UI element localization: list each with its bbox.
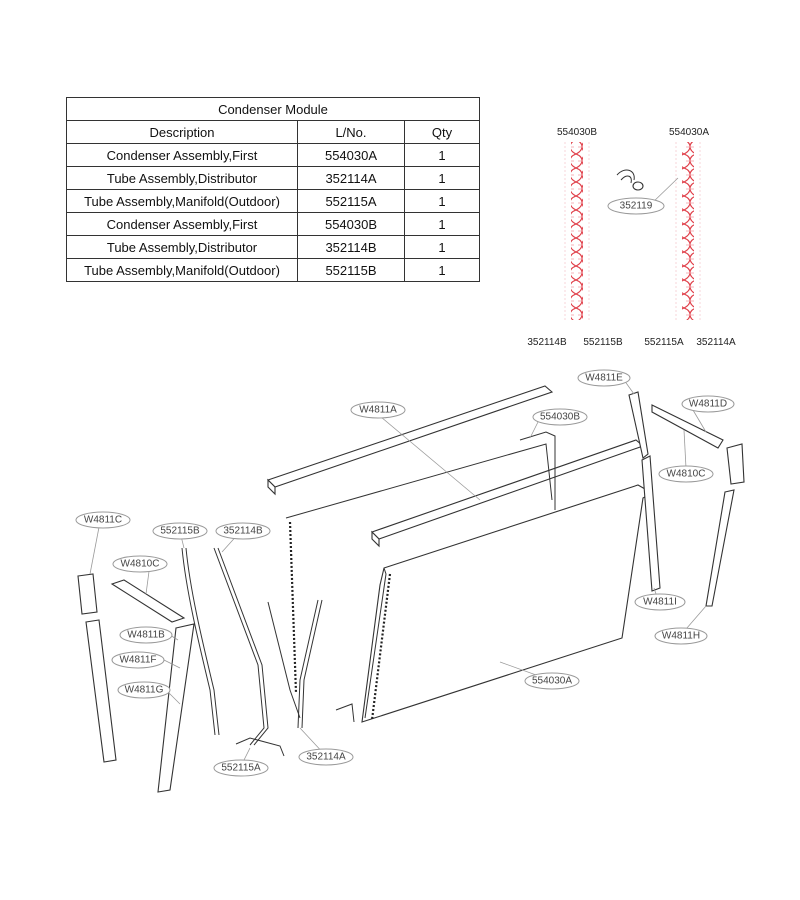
bracket-w4810c [112, 580, 184, 622]
row-qty: 1 [405, 213, 480, 236]
callout-w4811h [655, 628, 707, 644]
post-w4811g [158, 624, 194, 792]
row-description: Condenser Assembly,First [67, 144, 298, 167]
callout-w4810c-right [659, 466, 713, 482]
cap-w4811d [727, 444, 744, 484]
callout-text: W4810C [120, 558, 160, 570]
header-qty: Qty [405, 121, 480, 144]
post-w4811i [642, 456, 660, 591]
callout-text: 554030B [539, 411, 581, 423]
callout-text: W4811F [119, 654, 157, 666]
post-w4811c [78, 574, 97, 614]
callout-w4811f [112, 652, 164, 668]
detail-label-554030a: 554030A [668, 127, 710, 138]
row-description: Tube Assembly,Distributor [67, 167, 298, 190]
callout-text: W4811I [643, 596, 677, 608]
callout-text: W4811H [661, 630, 701, 642]
callout-text: 552115B [160, 525, 200, 537]
callout-w4811d [682, 396, 734, 412]
callout-352114b [216, 523, 270, 539]
row-description: Tube Assembly,Manifold(Outdoor) [67, 190, 298, 213]
callout-text: W4810C [666, 468, 706, 480]
callout-text: W4811A [359, 404, 397, 416]
row-description: Tube Assembly,Distributor [67, 236, 298, 259]
coil-a-red [682, 142, 694, 320]
post-w4811f [86, 620, 116, 762]
post-w4811h [706, 490, 734, 606]
row-qty: 1 [405, 236, 480, 259]
callout-w4811g [118, 682, 170, 698]
header-description: Description [67, 121, 298, 144]
callout-w4811c [76, 512, 130, 528]
detail-bottom-352114a: 352114A [696, 337, 736, 348]
callout-text: W4811D [688, 398, 728, 410]
callout-554030b [533, 409, 587, 425]
row-description: Condenser Assembly,First [67, 213, 298, 236]
callout-text: W4811C [83, 514, 123, 526]
callout-552115b [153, 523, 207, 539]
row-lno: 552115A [298, 190, 405, 213]
callout-text: 554030A [531, 675, 573, 687]
row-qty: 1 [405, 167, 480, 190]
detail-bottom-552115b: 552115B [583, 337, 623, 348]
row-lno: 552115B [298, 259, 405, 282]
rail-w4811a [268, 386, 552, 487]
return-bend-352119 [617, 170, 643, 190]
row-description: Tube Assembly,Manifold(Outdoor) [67, 259, 298, 282]
table-title: Condenser Module [67, 98, 480, 121]
callout-w4811a [351, 402, 405, 418]
callout-w4811e [578, 370, 630, 386]
callout-text: W4811B [127, 629, 165, 641]
callout-w4811i [635, 594, 685, 610]
callout-text: 352119 [619, 200, 653, 212]
callout-text: 352114A [306, 751, 346, 763]
callout-text: W4811E [585, 372, 623, 384]
callout-text: 352114B [223, 525, 263, 537]
exploded-parts [78, 386, 744, 792]
detail-bottom-352114b: 352114B [527, 337, 567, 348]
row-qty: 1 [405, 144, 480, 167]
callout-w4810c-left [113, 556, 167, 572]
callout-text: W4811G [124, 684, 164, 696]
callout-554030a [525, 673, 579, 689]
row-lno: 352114A [298, 167, 405, 190]
callout-552115a [214, 760, 268, 776]
callout-352114a [299, 749, 353, 765]
detail-bottom-552115a: 552115A [644, 337, 684, 348]
row-qty: 1 [405, 190, 480, 213]
callout-w4811b [120, 627, 172, 643]
manifold-552115a [268, 602, 300, 718]
row-lno: 554030A [298, 144, 405, 167]
callout-352119 [608, 198, 664, 214]
row-qty: 1 [405, 259, 480, 282]
coil-b-red [571, 142, 583, 320]
row-lno: 352114B [298, 236, 405, 259]
distributor-352114b [214, 548, 264, 745]
header-lno: L/No. [298, 121, 405, 144]
row-lno: 554030B [298, 213, 405, 236]
coil-detail [527, 127, 736, 348]
callout-text: 552115A [221, 762, 261, 774]
detail-label-554030b: 554030B [556, 127, 598, 138]
coil-strip-back [290, 522, 296, 693]
